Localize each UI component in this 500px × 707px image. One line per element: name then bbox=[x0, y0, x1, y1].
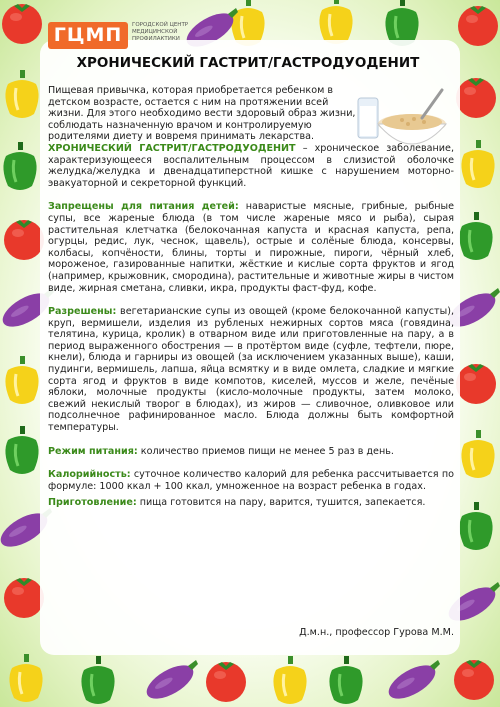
organization-logo bbox=[48, 20, 198, 52]
regime-label: Режим питания: bbox=[48, 445, 138, 457]
page-title: ХРОНИЧЕСКИЙ ГАСТРИТ/ГАСТРОДУОДЕНИТ bbox=[76, 55, 420, 71]
logo-text: ГЦМП bbox=[48, 22, 128, 49]
forbidden-paragraph bbox=[48, 201, 454, 294]
definition-text: – хроническое заболевание, характеризующееся воспалительным процессом в слизистой оболочке желудка/желудка и двенадцатиперстной кишке с нарушением моторно-эвакуаторной и секреторной функций. bbox=[48, 142, 454, 189]
logo-subtitle-line1: ГОРОДСКОЙ ЦЕНТР bbox=[132, 22, 189, 28]
allowed-text: вегетарианские супы из овощей (кроме белокочанной капусты), круп, вермишели, изделия из рубленых нежирных сортов мяса (говядина, телятина, курица, кролик) в отварном виде или приготовленные на пару, а в период выраженного обострения — в протёртом виде (суфле, тефтели, пюре, кнели), блюда и гарниры из овощей (за исключением указанных выше), каши, пудинги, вермишель, лапша, яйца всмятку и в виде омлета, сладкие и мягкие сорта ягод и фруктов в виде компотов, киселей, муссов и желе, печёные яблоки, молочные продукты (кисло-молочные продукты, затем молоко, свежий некислый творог в блюдах), из жиров — сливочное, оливковое или подсолнечное рафинированное масло. Блюда должны быть комфортной температуры. bbox=[48, 306, 454, 434]
regime-text: количество приемов пищи не менее 5 раз в день. bbox=[137, 445, 394, 457]
allowed-label: Разрешены: bbox=[48, 306, 117, 318]
calories-text: суточное количество калорий для ребенка рассчитывается по формуле: 1000 ккал + 100 ккал, умноженное на возраст ребенка в годах. bbox=[48, 469, 454, 492]
allowed-paragraph bbox=[48, 306, 454, 434]
calories-paragraph bbox=[48, 469, 454, 492]
cooking-label: Приготовление: bbox=[48, 497, 137, 509]
author-signature: Д.м.н., профессор Гурова М.М. bbox=[299, 627, 454, 638]
regime-paragraph bbox=[48, 446, 454, 458]
forbidden-label: Запрещены для питания детей: bbox=[48, 201, 239, 213]
definition-paragraph bbox=[48, 143, 454, 189]
logo-subtitle-line3: ПРОФИЛАКТИКИ bbox=[132, 36, 180, 42]
cooking-text: пища готовится на пару, варится, тушится, запекается. bbox=[136, 497, 426, 509]
forbidden-text: наваристые мясные, грибные, рыбные супы, все жареные блюда (в том числе жареные мясо и рыба), сырая растительная клетчатка (белокочанная капуста и красная капуста, репа, огурцы, редис, лук, чеснок, щавель), острые и солёные блюда, консервы, колбасы, копчёности, блины, торты и пирожные, пироги, чёрный хлеб, мороженое, газированные напитки, жёсткие и кислые сорта фруктов и ягод (например, крыжовник, смородина), растительные и животные жиры в чистом виде, жирная сметана, сливки, икра, продукты фаст-фуд, кофе. bbox=[48, 201, 454, 294]
intro-paragraph: Пищевая привычка, которая приобретается ребенком в детском возрасте, остается с ним на протяжении всей жизни. Для этого необходимо вести здоровый образ жизни, соблюдать назначенную врачом и контролируемую родителями диету и вовремя принимать лекарства. bbox=[48, 85, 356, 143]
article-body bbox=[48, 85, 454, 509]
cooking-paragraph bbox=[48, 497, 454, 509]
calories-label: Калорийность: bbox=[48, 469, 131, 481]
definition-term: ХРОНИЧЕСКИЙ ГАСТРИТ/ГАСТРОДУОДЕНИТ bbox=[48, 142, 296, 154]
logo-subtitle bbox=[132, 22, 198, 43]
logo-subtitle-line2: МЕДИЦИНСКОЙ bbox=[132, 29, 178, 35]
